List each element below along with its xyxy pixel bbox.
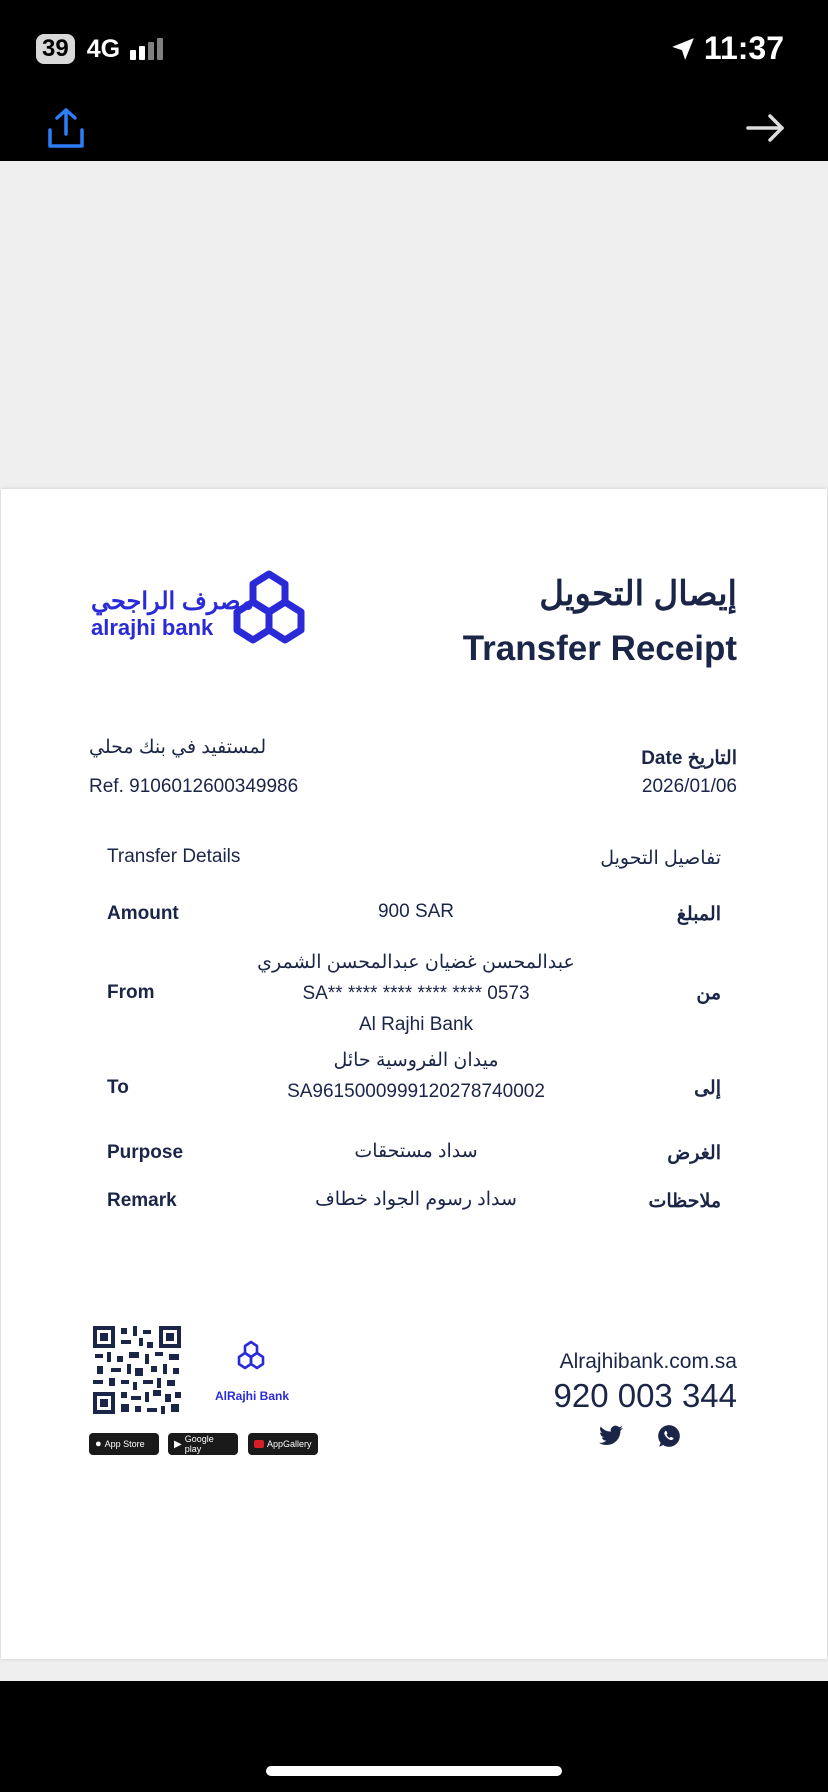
app-name: AlRajhi Bank xyxy=(215,1389,290,1403)
document-viewer[interactable] xyxy=(0,161,828,1681)
whatsapp-icon[interactable] xyxy=(656,1423,682,1449)
amount-value: 900 SAR xyxy=(377,901,455,922)
status-bar xyxy=(0,0,828,100)
beneficiary-type: لمستفيد في بنك محلي xyxy=(89,737,267,758)
battery-level: 39 xyxy=(36,34,75,64)
remark-label-arabic: ملاحظات xyxy=(648,1191,721,1212)
purpose-label: Purpose xyxy=(107,1142,184,1163)
app-gallery-label: AppGallery xyxy=(267,1439,312,1449)
title-english: Transfer Receipt xyxy=(462,629,737,668)
logo-text-arabic: مصرف الراجحي xyxy=(91,588,254,615)
from-label: From xyxy=(107,982,155,1003)
to-label: To xyxy=(107,1077,129,1098)
logo-text-english: alrajhi bank xyxy=(91,615,214,640)
remark-label: Remark xyxy=(107,1190,177,1211)
apple-icon: ● xyxy=(95,1438,102,1450)
play-icon: ▶ xyxy=(174,1438,182,1450)
arrow-right-icon[interactable] xyxy=(744,108,788,148)
huawei-icon xyxy=(254,1440,264,1448)
top-navigation xyxy=(0,100,828,161)
status-left xyxy=(36,34,166,64)
from-label-arabic: من xyxy=(696,983,721,1004)
google-play-label: Google play xyxy=(184,1434,214,1454)
date-value: 2026/01/06 xyxy=(641,776,737,797)
app-store-badge[interactable] xyxy=(89,1433,159,1455)
date-label: Date التاريخ xyxy=(641,748,737,769)
phone-number[interactable]: 920 003 344 xyxy=(553,1377,737,1414)
to-label-arabic: إلى xyxy=(694,1078,721,1099)
google-play-badge[interactable] xyxy=(168,1433,238,1455)
clock: 11:37 xyxy=(703,30,784,66)
twitter-icon[interactable] xyxy=(598,1423,624,1449)
qr-code-icon[interactable] xyxy=(91,1324,183,1416)
section-title-english: Transfer Details xyxy=(107,846,241,867)
from-name: عبدالمحسن غضيان عبدالمحسن الشمري xyxy=(257,952,575,973)
purpose-label-arabic: الغرض xyxy=(667,1143,721,1164)
network-type: 4G xyxy=(86,34,121,63)
to-name: ميدان الفروسية حائل xyxy=(333,1050,499,1071)
app-store-label: App Store xyxy=(104,1439,145,1449)
from-bank: Al Rajhi Bank xyxy=(358,1014,474,1035)
reference-number: Ref. 9106012600349986 xyxy=(89,776,299,797)
location-arrow-icon xyxy=(670,36,696,62)
purpose-value: سداد مستحقات xyxy=(354,1141,478,1162)
to-iban: SA9615000999120278740002 xyxy=(287,1081,545,1102)
alrajhi-app-icon[interactable] xyxy=(233,1339,269,1375)
website[interactable]: Alrajhibank.com.sa xyxy=(559,1350,737,1373)
transfer-receipt xyxy=(1,489,827,1659)
share-icon[interactable] xyxy=(42,104,90,152)
from-account: SA** **** **** **** **** 0573 xyxy=(302,983,530,1004)
remark-value: سداد رسوم الجواد خطاف xyxy=(315,1189,517,1210)
signal-icon xyxy=(130,38,166,60)
status-right xyxy=(670,30,784,67)
home-indicator[interactable] xyxy=(266,1766,562,1776)
title-arabic: إيصال التحويل xyxy=(539,575,737,613)
app-gallery-badge[interactable] xyxy=(248,1433,318,1455)
amount-label-arabic: المبلغ xyxy=(676,904,721,925)
section-title-arabic: تفاصيل التحويل xyxy=(600,848,721,869)
amount-label: Amount xyxy=(107,903,179,924)
